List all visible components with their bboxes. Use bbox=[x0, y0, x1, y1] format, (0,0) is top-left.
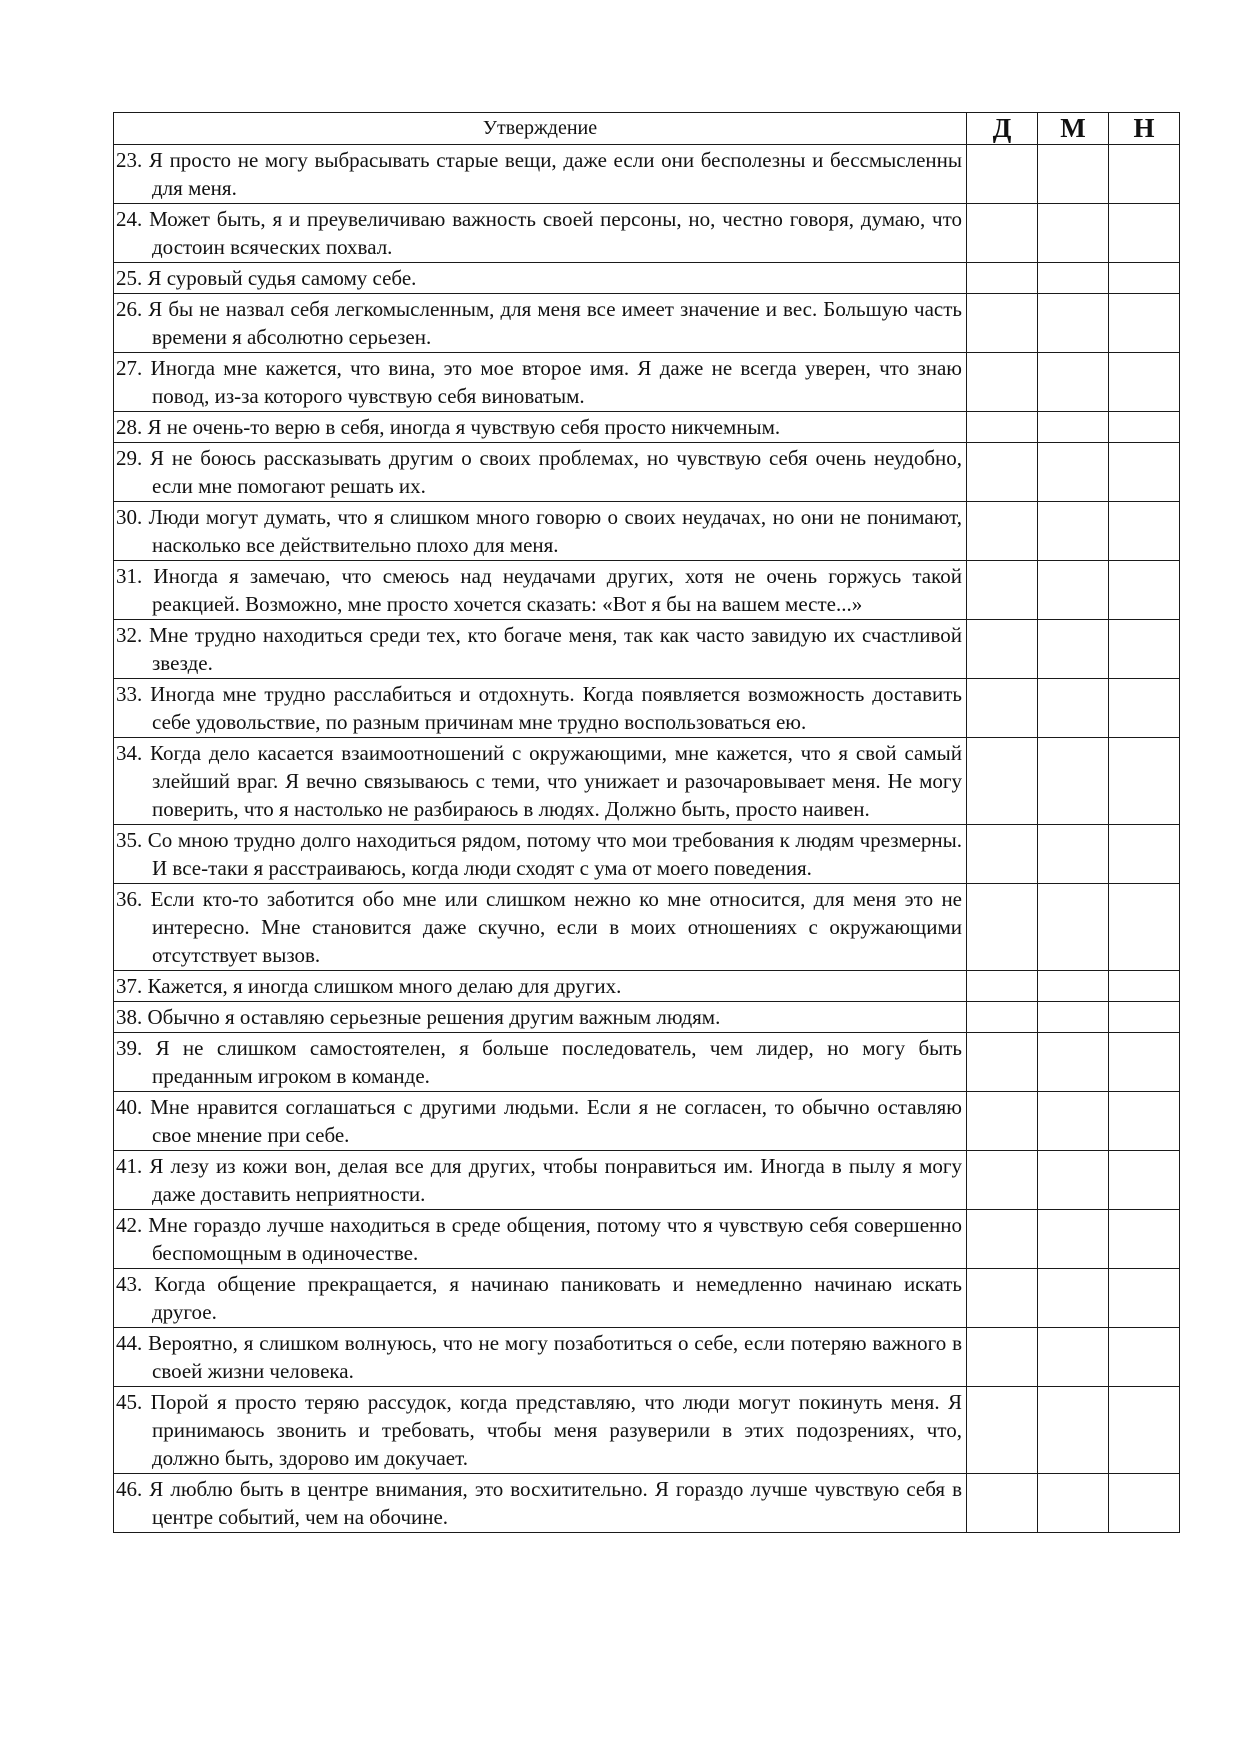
answer-cell-mozhet[interactable] bbox=[1038, 204, 1109, 263]
answer-cell-da[interactable] bbox=[967, 443, 1038, 502]
statement-cell bbox=[114, 263, 967, 294]
answer-cell-da[interactable] bbox=[967, 884, 1038, 971]
answer-cell-net[interactable] bbox=[1109, 412, 1180, 443]
answer-cell-mozhet[interactable] bbox=[1038, 1328, 1109, 1387]
answer-cell-da[interactable] bbox=[967, 1328, 1038, 1387]
answer-cell-net[interactable] bbox=[1109, 1474, 1180, 1533]
answer-cell-mozhet[interactable] bbox=[1038, 825, 1109, 884]
table-row bbox=[114, 620, 1180, 679]
answer-cell-net[interactable] bbox=[1109, 1002, 1180, 1033]
table-row bbox=[114, 738, 1180, 825]
statement-cell bbox=[114, 443, 967, 502]
statement-text: 40. Мне нравится соглашаться с другими людьми. Если я не согласен, то обычно оставляю свое мнение при себе. bbox=[116, 1095, 962, 1147]
table-row bbox=[114, 1002, 1180, 1033]
statement-cell bbox=[114, 738, 967, 825]
statement-cell bbox=[114, 679, 967, 738]
answer-cell-mozhet[interactable] bbox=[1038, 1092, 1109, 1151]
answer-cell-net[interactable] bbox=[1109, 145, 1180, 204]
statement-cell bbox=[114, 412, 967, 443]
answer-cell-net[interactable] bbox=[1109, 679, 1180, 738]
answer-cell-mozhet[interactable] bbox=[1038, 1210, 1109, 1269]
answer-cell-da[interactable] bbox=[967, 1092, 1038, 1151]
statement-cell bbox=[114, 294, 967, 353]
table-body bbox=[114, 145, 1180, 1533]
answer-cell-mozhet[interactable] bbox=[1038, 1151, 1109, 1210]
answer-cell-mozhet[interactable] bbox=[1038, 620, 1109, 679]
table-row bbox=[114, 1269, 1180, 1328]
table-row bbox=[114, 443, 1180, 502]
answer-cell-mozhet[interactable] bbox=[1038, 353, 1109, 412]
statement-text: 31. Иногда я замечаю, что смеюсь над неудачами других, хотя не очень горжусь такой реакцией. Возможно, мне просто хочется сказать: «Вот я бы на вашем месте...» bbox=[116, 564, 962, 616]
statement-text: 42. Мне гораздо лучше находиться в среде общения, потому что я чувствую себя совершенно беспомощным в одиночестве. bbox=[116, 1213, 962, 1265]
statement-text: 46. Я люблю быть в центре внимания, это восхитительно. Я гораздо лучше чувствую себя в центре событий, чем на обочине. bbox=[116, 1477, 962, 1529]
statement-text: 37. Кажется, я иногда слишком много делаю для других. bbox=[116, 974, 622, 998]
answer-cell-da[interactable] bbox=[967, 145, 1038, 204]
answer-cell-mozhet[interactable] bbox=[1038, 502, 1109, 561]
answer-cell-mozhet[interactable] bbox=[1038, 1387, 1109, 1474]
statement-text: 26. Я бы не назвал себя легкомысленным, для меня все имеет значение и вес. Большую часть времени я абсолютно серьезен. bbox=[116, 297, 962, 349]
answer-cell-da[interactable] bbox=[967, 1033, 1038, 1092]
table-row bbox=[114, 412, 1180, 443]
table-row bbox=[114, 561, 1180, 620]
statement-text: 39. Я не слишком самостоятелен, я больше последователь, чем лидер, но могу быть преданным игроком в команде. bbox=[116, 1036, 962, 1088]
statement-text: 25. Я суровый судья самому себе. bbox=[116, 266, 417, 290]
table-row bbox=[114, 1387, 1180, 1474]
statement-cell bbox=[114, 1474, 967, 1533]
answer-cell-net[interactable] bbox=[1109, 1210, 1180, 1269]
statement-cell bbox=[114, 971, 967, 1002]
table-row bbox=[114, 1033, 1180, 1092]
answer-cell-da[interactable] bbox=[967, 412, 1038, 443]
statement-text: 28. Я не очень-то верю в себя, иногда я чувствую себя просто никчемным. bbox=[116, 415, 781, 439]
statement-text: 29. Я не боюсь рассказывать другим о своих проблемах, но чувствую себя очень неудобно, если мне помогают решать их. bbox=[116, 446, 962, 498]
answer-cell-net[interactable] bbox=[1109, 971, 1180, 1002]
table-row bbox=[114, 145, 1180, 204]
answer-cell-da[interactable] bbox=[967, 204, 1038, 263]
answer-cell-da[interactable] bbox=[967, 263, 1038, 294]
header-option-mozhet: М bbox=[1038, 113, 1109, 145]
answer-cell-mozhet[interactable] bbox=[1038, 561, 1109, 620]
table-row bbox=[114, 679, 1180, 738]
header-option-da: Д bbox=[967, 113, 1038, 145]
answer-cell-da[interactable] bbox=[967, 1151, 1038, 1210]
header-option-net: Н bbox=[1109, 113, 1180, 145]
table-header-row bbox=[114, 113, 1180, 145]
answer-cell-mozhet[interactable] bbox=[1038, 1002, 1109, 1033]
table-row bbox=[114, 263, 1180, 294]
questionnaire-page bbox=[113, 112, 1179, 1533]
statement-text: 41. Я лезу из кожи вон, делая все для других, чтобы понравиться им. Иногда в пылу я могу даже доставить неприятности. bbox=[116, 1154, 962, 1206]
answer-cell-da[interactable] bbox=[967, 1269, 1038, 1328]
answer-cell-net[interactable] bbox=[1109, 353, 1180, 412]
statement-text: 27. Иногда мне кажется, что вина, это мое второе имя. Я даже не всегда уверен, что знаю повод, из-за которого чувствую себя виноватым. bbox=[116, 356, 962, 408]
answer-cell-mozhet[interactable] bbox=[1038, 263, 1109, 294]
answer-cell-da[interactable] bbox=[967, 502, 1038, 561]
table-row bbox=[114, 1328, 1180, 1387]
statement-cell bbox=[114, 825, 967, 884]
answer-cell-net[interactable] bbox=[1109, 294, 1180, 353]
statement-text: 45. Порой я просто теряю рассудок, когда представляю, что люди могут покинуть меня. Я принимаюсь звонить и требовать, чтобы меня разуверили в этих подозрениях, что, должно быть, здорово им докучает. bbox=[116, 1390, 962, 1470]
statement-text: 23. Я просто не могу выбрасывать старые вещи, даже если они бесполезны и бессмысленны для меня. bbox=[116, 148, 962, 200]
statement-cell bbox=[114, 204, 967, 263]
answer-cell-da[interactable] bbox=[967, 561, 1038, 620]
answer-cell-net[interactable] bbox=[1109, 502, 1180, 561]
answer-cell-mozhet[interactable] bbox=[1038, 679, 1109, 738]
table-row bbox=[114, 1474, 1180, 1533]
answer-cell-mozhet[interactable] bbox=[1038, 1269, 1109, 1328]
statement-text: 24. Может быть, я и преувеличиваю важность своей персоны, но, честно говоря, думаю, что достоин всяческих похвал. bbox=[116, 207, 962, 259]
answer-cell-net[interactable] bbox=[1109, 561, 1180, 620]
answer-cell-da[interactable] bbox=[967, 825, 1038, 884]
statement-cell bbox=[114, 1033, 967, 1092]
statement-cell bbox=[114, 1002, 967, 1033]
answer-cell-da[interactable] bbox=[967, 1002, 1038, 1033]
answer-cell-net[interactable] bbox=[1109, 620, 1180, 679]
answer-cell-net[interactable] bbox=[1109, 1151, 1180, 1210]
statement-text: 43. Когда общение прекращается, я начинаю паниковать и немедленно начинаю искать другое. bbox=[116, 1272, 962, 1324]
header-statement: Утверждение bbox=[114, 113, 967, 145]
answer-cell-net[interactable] bbox=[1109, 1092, 1180, 1151]
answer-cell-mozhet[interactable] bbox=[1038, 412, 1109, 443]
statement-text: 33. Иногда мне трудно расслабиться и отдохнуть. Когда появляется возможность доставить себе удовольствие, по разным причинам мне трудно воспользоваться ею. bbox=[116, 682, 962, 734]
answer-cell-net[interactable] bbox=[1109, 884, 1180, 971]
answer-cell-net[interactable] bbox=[1109, 443, 1180, 502]
answer-cell-da[interactable] bbox=[967, 738, 1038, 825]
answer-cell-net[interactable] bbox=[1109, 263, 1180, 294]
answer-cell-mozhet[interactable] bbox=[1038, 971, 1109, 1002]
statement-text: 38. Обычно я оставляю серьезные решения другим важным людям. bbox=[116, 1005, 721, 1029]
table-row bbox=[114, 971, 1180, 1002]
answer-cell-net[interactable] bbox=[1109, 1387, 1180, 1474]
answer-cell-net[interactable] bbox=[1109, 204, 1180, 263]
statement-cell bbox=[114, 561, 967, 620]
answer-cell-da[interactable] bbox=[967, 294, 1038, 353]
table-row bbox=[114, 204, 1180, 263]
table-row bbox=[114, 353, 1180, 412]
statement-cell bbox=[114, 1210, 967, 1269]
answer-cell-net[interactable] bbox=[1109, 1033, 1180, 1092]
answer-cell-da[interactable] bbox=[967, 679, 1038, 738]
statement-cell bbox=[114, 145, 967, 204]
statement-text: 44. Вероятно, я слишком волнуюсь, что не могу позаботиться о себе, если потеряю важного в своей жизни человека. bbox=[116, 1331, 962, 1383]
answer-cell-mozhet[interactable] bbox=[1038, 443, 1109, 502]
statement-cell bbox=[114, 1269, 967, 1328]
answer-cell-mozhet[interactable] bbox=[1038, 294, 1109, 353]
answer-cell-da[interactable] bbox=[967, 353, 1038, 412]
table-row bbox=[114, 825, 1180, 884]
answer-cell-mozhet[interactable] bbox=[1038, 1474, 1109, 1533]
answer-cell-net[interactable] bbox=[1109, 1328, 1180, 1387]
answer-cell-da[interactable] bbox=[967, 971, 1038, 1002]
statement-cell bbox=[114, 1151, 967, 1210]
table-row bbox=[114, 1151, 1180, 1210]
statement-cell bbox=[114, 1092, 967, 1151]
statement-cell bbox=[114, 884, 967, 971]
answer-cell-net[interactable] bbox=[1109, 825, 1180, 884]
answer-cell-mozhet[interactable] bbox=[1038, 738, 1109, 825]
answer-cell-mozhet[interactable] bbox=[1038, 884, 1109, 971]
table-row bbox=[114, 294, 1180, 353]
table-row bbox=[114, 502, 1180, 561]
answer-cell-da[interactable] bbox=[967, 620, 1038, 679]
statement-text: 35. Со мною трудно долго находиться рядом, потому что мои требования к людям чрезмерны. И все-таки я расстраиваюсь, когда люди сходят с ума от моего поведения. bbox=[116, 828, 962, 880]
statement-text: 36. Если кто-то заботится обо мне или слишком нежно ко мне относится, для меня это не интересно. Мне становится даже скучно, если в моих отношениях с окружающими отсутствует вызов. bbox=[116, 887, 962, 967]
answer-cell-mozhet[interactable] bbox=[1038, 145, 1109, 204]
statement-cell bbox=[114, 1328, 967, 1387]
questionnaire-table bbox=[113, 112, 1180, 1533]
answer-cell-da[interactable] bbox=[967, 1474, 1038, 1533]
statement-text: 32. Мне трудно находиться среди тех, кто богаче меня, так как часто завидую их счастливой звезде. bbox=[116, 623, 962, 675]
table-row bbox=[114, 1210, 1180, 1269]
statement-cell bbox=[114, 353, 967, 412]
statement-cell bbox=[114, 620, 967, 679]
answer-cell-da[interactable] bbox=[967, 1387, 1038, 1474]
answer-cell-da[interactable] bbox=[967, 1210, 1038, 1269]
statement-cell bbox=[114, 502, 967, 561]
statement-text: 30. Люди могут думать, что я слишком много говорю о своих неудачах, но они не понимают, насколько все действительно плохо для меня. bbox=[116, 505, 962, 557]
answer-cell-net[interactable] bbox=[1109, 738, 1180, 825]
statement-cell bbox=[114, 1387, 967, 1474]
table-row bbox=[114, 1092, 1180, 1151]
answer-cell-net[interactable] bbox=[1109, 1269, 1180, 1328]
table-row bbox=[114, 884, 1180, 971]
answer-cell-mozhet[interactable] bbox=[1038, 1033, 1109, 1092]
statement-text: 34. Когда дело касается взаимоотношений с окружающими, мне кажется, что я свой самый злейший враг. Я вечно связываюсь с теми, что унижает и разочаровывает меня. Не могу поверить, что я настолько не разбираюсь в людях. Должно быть, просто наивен. bbox=[116, 741, 962, 821]
